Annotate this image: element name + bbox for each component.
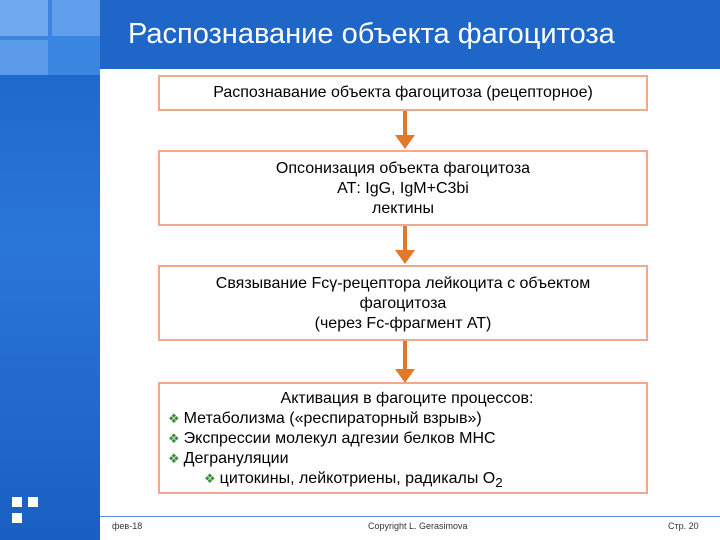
flow-arrow <box>398 111 412 151</box>
subscript: 2 <box>495 475 503 491</box>
activation-heading: Активация в фагоците процессов: <box>280 390 534 407</box>
sub-list-item: ❖ цитокины, лейкотриены, радикалы $O_2$ <box>204 470 503 491</box>
list-item: ❖ Метаболизма («респираторный взрыв») <box>168 410 482 427</box>
checkmark-bullet-icon: ❖ <box>168 431 180 446</box>
step-box-activation <box>158 382 648 494</box>
checkmark-bullet-icon: ❖ <box>168 451 180 466</box>
logo-square <box>28 497 38 507</box>
step-line: АТ: IgG, IgM+C3bi <box>337 180 469 197</box>
sidebar-decor <box>0 0 100 75</box>
page-title: Распознавание объекта фагоцитоза <box>128 18 615 50</box>
decor-cell <box>0 40 48 75</box>
step-box-binding <box>158 265 648 341</box>
checkmark-bullet-icon: ❖ <box>204 471 216 486</box>
logo-square <box>12 513 22 523</box>
footer-date: фев-18 <box>112 521 143 531</box>
footer-page-number: Стр. 20 <box>668 521 699 531</box>
flow-arrow <box>398 341 412 385</box>
step-line: фагоцитоза <box>359 295 447 312</box>
decor-cell <box>52 0 100 36</box>
footer-divider <box>100 516 720 517</box>
step-line: Связывание Fcγ-рецептора лейкоцита с объектом <box>215 275 591 292</box>
footer-copyright: Copyright L. Gerasimova <box>368 521 468 531</box>
sidebar-panel <box>0 0 100 540</box>
checkmark-bullet-icon: ❖ <box>168 411 180 426</box>
logo-square <box>12 497 22 507</box>
step-box-opsonization <box>158 150 648 226</box>
step-box-recognition <box>158 75 648 111</box>
step-line: Опсонизация объекта фагоцитоза <box>275 160 531 177</box>
decor-cell <box>0 0 48 36</box>
step-line: (через Fc-фрагмент АТ) <box>314 315 492 332</box>
list-item: ❖ Дегрануляции <box>168 450 289 467</box>
step-line: лектины <box>371 200 434 217</box>
flow-arrow <box>398 226 412 266</box>
step-line: Распознавание объекта фагоцитоза (рецепторное) <box>213 84 593 101</box>
list-item: ❖ Экспрессии молекул адгезии белков MHC <box>168 430 496 447</box>
